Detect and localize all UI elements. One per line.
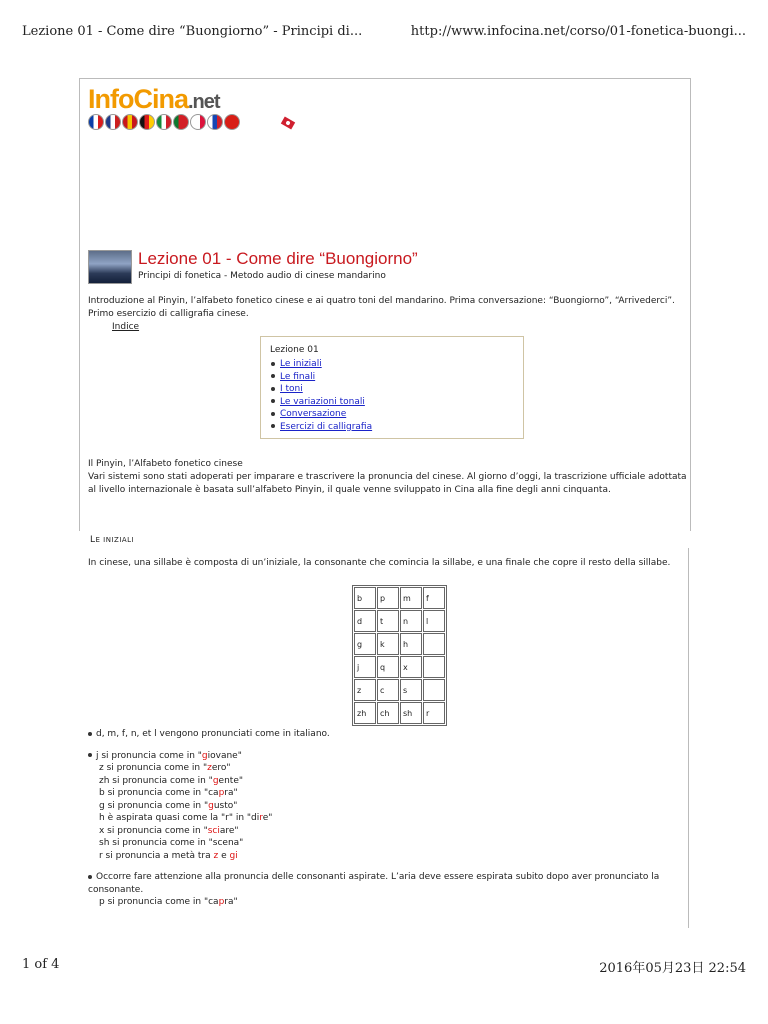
toc-link-finali[interactable]: Le finali <box>280 371 316 382</box>
table-cell: k <box>377 633 399 655</box>
toc-link-iniziali[interactable]: Le iniziali <box>280 359 322 369</box>
toc-link-variazioni[interactable]: Le variazioni tonali <box>280 396 365 407</box>
note-line: sh si pronuncia come in "scena" <box>99 838 244 848</box>
note-line: b si pronuncia come in "capra" <box>99 788 238 798</box>
note-line: r si pronuncia a metà tra z e gi <box>99 850 238 861</box>
table-cell: m <box>400 587 422 609</box>
table-cell: p <box>377 587 399 609</box>
table-row <box>354 587 445 609</box>
page-count: 1 of 4 <box>22 957 60 972</box>
toc-title: Lezione 01 <box>270 345 319 355</box>
table-cell <box>423 656 445 678</box>
toc-link-conversazione[interactable]: Conversazione <box>280 409 347 419</box>
indice-link[interactable]: Indice <box>112 322 140 332</box>
table-cell: f <box>423 587 445 609</box>
print-header <box>0 0 768 60</box>
poland-flag-icon[interactable] <box>190 114 206 130</box>
print-datetime: 2016年05月23日 22:54 <box>599 961 746 976</box>
toc-item <box>271 396 372 409</box>
germany-flag-icon[interactable] <box>139 114 155 130</box>
table-cell: l <box>423 610 445 632</box>
toc-link-toni[interactable]: I toni <box>280 384 303 394</box>
note-line: x si pronuncia come in "sciare" <box>99 825 239 836</box>
lesson-thumbnail <box>88 250 132 284</box>
note-line: zh si pronuncia come in "gente" <box>99 775 243 786</box>
note-line: p si pronuncia come in "capra" <box>99 897 238 907</box>
table-row <box>354 633 445 655</box>
language-flags <box>88 114 240 132</box>
toc-item <box>271 408 372 421</box>
table-cell: d <box>354 610 376 632</box>
note-line: j si pronuncia come in "giovane" <box>88 750 688 763</box>
lesson-intro: Introduzione al Pinyin, l’alfabeto fonetico cinese e ai quatro toni del mandarino. Prima conversazione: “Buongiorno”, “Arrivederci”. Primo esercizio di calligrafia cinese. <box>88 296 675 319</box>
note-line: h è aspirata quasi come la "r" in "dire" <box>99 813 273 823</box>
portugal-flag-icon[interactable] <box>173 114 189 130</box>
table-cell: t <box>377 610 399 632</box>
list-item: d, m, f, n, et l vengono pronunciati come in italiano. <box>88 728 688 741</box>
china-flag-icon[interactable] <box>224 114 240 130</box>
toc-list <box>271 358 372 433</box>
table-cell <box>423 633 445 655</box>
note-line: g si pronuncia come in "gusto" <box>99 800 238 811</box>
table-of-contents <box>260 336 524 439</box>
pinyin-paragraph: Vari sistemi sono stati adoperati per imparare e trascrivere la pronuncia del cinese. Al giorno d’oggi, la trascrizione ufficiale adottata al livello internazionale è basata sull’alfabeto Pinyin, il quale venne sviluppato in Cina alla fine degli anni cinquanta. <box>88 472 687 495</box>
toc-item <box>271 383 372 396</box>
note-line: z si pronuncia come in "zero" <box>99 763 231 773</box>
table-cell: c <box>377 679 399 701</box>
toc-item <box>271 371 372 384</box>
print-footer <box>0 952 768 982</box>
table-cell: n <box>400 610 422 632</box>
page-subtitle: Principi di fonetica - Metodo audio di cinese mandarino <box>138 271 386 281</box>
toc-item <box>271 358 372 371</box>
page-frame-lower <box>688 548 689 928</box>
site-logo[interactable]: InfoCina.net <box>88 84 220 114</box>
table-cell: z <box>354 679 376 701</box>
pronunciation-notes <box>88 728 688 918</box>
iniziali-heading: LE INIZIALI <box>90 535 135 545</box>
table-row <box>354 656 445 678</box>
toc-item <box>271 421 372 434</box>
table-cell <box>423 679 445 701</box>
initials-table <box>352 585 447 726</box>
list-item: Occorre fare attenzione alla pronuncia delle consonanti aspirate. L’aria deve essere espirata subito dopo aver pronunciato la consonante. p si pronuncia come in "capra" <box>88 871 688 909</box>
table-cell: j <box>354 656 376 678</box>
table-cell: b <box>354 587 376 609</box>
table-cell: g <box>354 633 376 655</box>
table-row <box>354 679 445 701</box>
table-cell: r <box>423 702 445 724</box>
table-row <box>354 610 445 632</box>
table-cell: h <box>400 633 422 655</box>
table-cell: s <box>400 679 422 701</box>
table-cell: sh <box>400 702 422 724</box>
print-page-url: http://www.infocina.net/corso/01-fonetica-buongi... <box>410 24 746 39</box>
table-cell: ch <box>377 702 399 724</box>
table-cell: q <box>377 656 399 678</box>
iniziali-paragraph: In cinese, una sillabe è composta di un’iniziale, la consonante che comincia la sillabe, e una finale che copre il resto della sillabe. <box>88 558 671 568</box>
pinyin-heading: Il Pinyin, l’Alfabeto fonetico cinese <box>88 459 243 469</box>
table-cell: x <box>400 656 422 678</box>
france-flag-icon[interactable] <box>88 114 104 130</box>
table-cell: zh <box>354 702 376 724</box>
italy-flag-icon[interactable] <box>156 114 172 130</box>
table-row <box>354 702 445 724</box>
uk-flag-icon[interactable] <box>105 114 121 130</box>
print-page-title: Lezione 01 - Come dire “Buongiorno” - Principi di... <box>22 24 363 39</box>
toc-link-calligrafia[interactable]: Esercizi di calligrafia <box>280 421 373 432</box>
russia-flag-icon[interactable] <box>207 114 223 130</box>
page-title: Lezione 01 - Come dire “Buongiorno” <box>138 249 418 268</box>
spain-flag-icon[interactable] <box>122 114 138 130</box>
list-item <box>88 750 688 863</box>
